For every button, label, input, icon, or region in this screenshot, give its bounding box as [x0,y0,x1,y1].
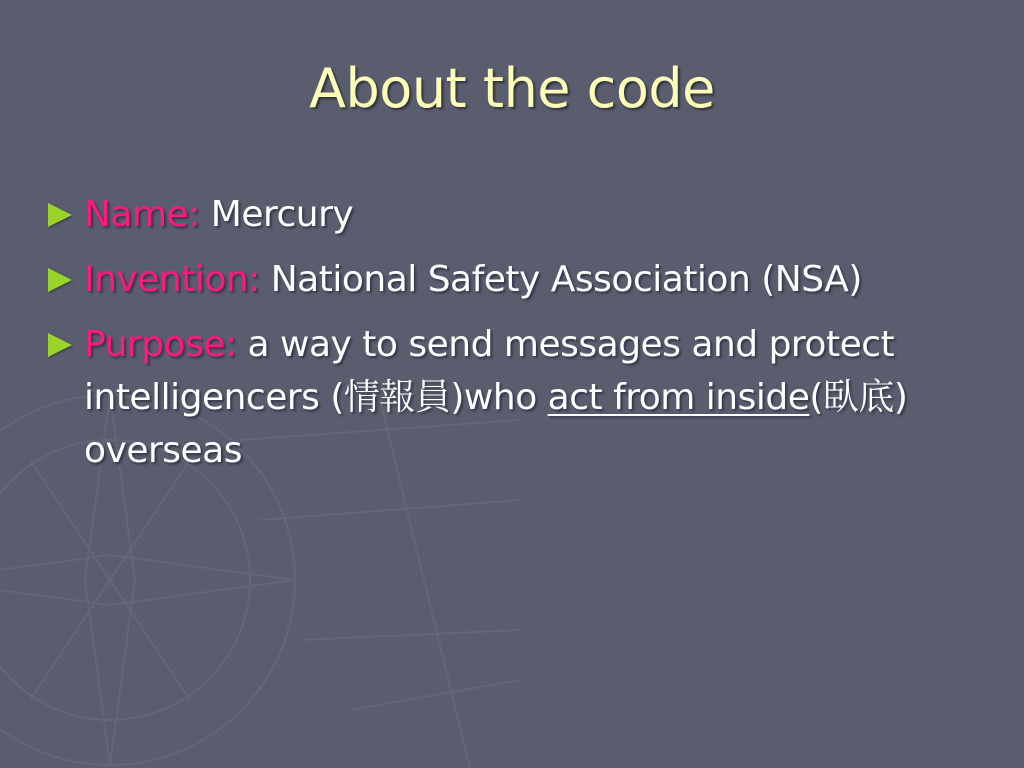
slide-title: About the code [309,57,715,120]
triangle-bullet-icon [48,203,72,227]
bullet-list [44,188,994,489]
bullet-text-purpose: a way to send messages and protect intelligencers (情報員)who [84,324,895,418]
bullet-name [44,188,994,241]
bullet-invention [44,253,994,306]
triangle-bullet-icon [48,333,72,357]
bullet-label-purpose: Purpose: [84,324,237,365]
bullet-purpose [44,318,994,477]
bullet-label-invention: Invention: [84,259,260,300]
bullet-text-invention: National Safety Association (NSA) [259,259,862,300]
bullet-text-purpose-end: overseas [84,430,242,471]
underlined-text-act-from-inside: act from inside [547,377,810,418]
bullet-text-name: Mercury [199,194,354,235]
bullet-label-name: Name: [84,194,200,235]
triangle-bullet-icon [48,268,72,292]
bullet-text-purpose-mid: (臥底) [809,377,908,418]
